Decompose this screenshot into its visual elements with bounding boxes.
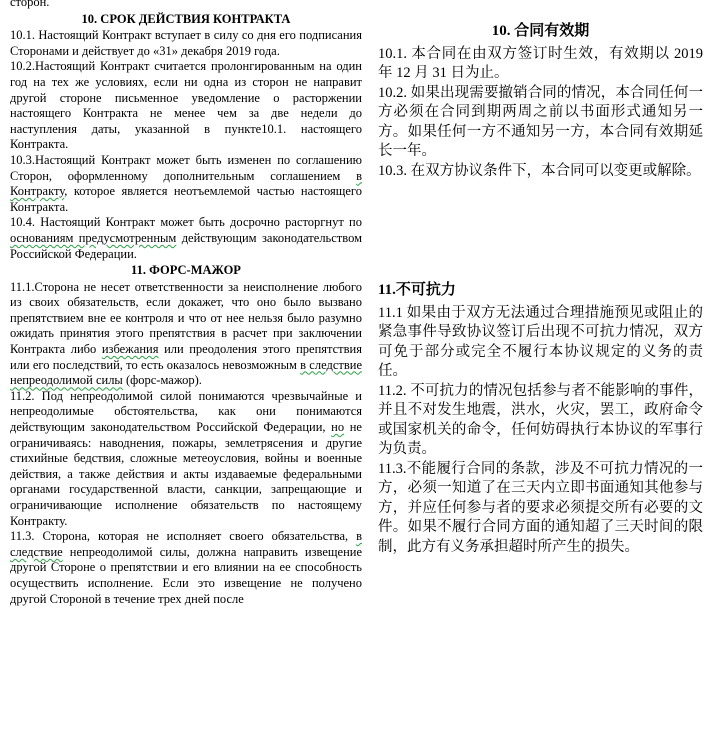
text-segment: 11.1 如果由于双方无法通过合理措施预见或阻止的紧急事件导致协议签订后出现不可抗力情况，双方可免于部分或完全不履行本协议规定的义务的责任。 [378,304,703,379]
grammar-flagged-text: избежания [101,342,159,357]
text-segment: 10. 合同有效期 [491,23,590,39]
text-segment: 11.3.不能履行合同的条款，涉及不可抗力情况的一方，必须一知道了在三天内立即书面通知其他参与方，并应任何参与者的要求必须提交所有必要的文件。如果不履行合同方面的通知超了三天时间的限制，此方有义务承担超时所产生的损失。 [378,460,703,555]
russian-column-content [10,12,362,608]
text-segment: непреодолимой силы, должна направить извещение другой Стороне о препятствии и его влиянии на ее способность осуществить исполнение. Если это извещение не получено другой Стороной в течение трех дней после [10,544,362,606]
grammar-flagged-text: в следствие [10,529,362,559]
text-segment: 10.4. Настоящий Контракт может быть досрочно расторгнут по [10,215,362,230]
grammar-flagged-text: в Контракту [10,168,362,199]
grammar-flagged-text: основаниям предусмотренным [10,230,177,245]
paragraph [10,59,362,153]
clipped-paragraph-fragment: сторон. [10,0,50,9]
text-segment: не ограничиваясь: наводнения, пожары, землетрясения и другие стихийные бедствия, сложные метеоусловия, войны и военные действия, а также действия и акты издаваемые федеральными органами государственной власти, санкции, запрещающие и ограничивающие исполнение обязательств по настоящему Контракту. [10,420,362,528]
paragraph [378,304,703,382]
paragraph [10,28,362,59]
grammar-flagged-text: в следствие непреодолимой силы [10,357,362,388]
text-segment: действующим законодательством Российской Федерации. [10,230,363,261]
section-heading [10,263,362,279]
section-heading [10,12,362,28]
chinese-section-10 [378,0,703,181]
chinese-column [378,0,703,607]
text-segment: 11.不可抗力 [378,282,456,298]
text-segment: 10.1. 本合同在由双方签订时生效，有效期以 2019 年 12 月 31 日为止。 [378,45,703,81]
text-segment: 10.3. 在双方协议条件下，本合同可以变更或解除。 [378,162,701,179]
paragraph [10,529,362,607]
paragraph [10,280,362,389]
paragraph [10,153,362,215]
text-segment: 11.2. Под непреодолимой силой понимаются чрезвычайные и непреодолимые обстоятельства, как они понимаются действующим законодательством Российской Федерации, [10,388,362,435]
text-segment: 11. ФОРС-МАЖОР [131,263,241,278]
text-segment: или преодоления этого препятствия или его последствий, то есть оказалось невозможным [10,342,362,372]
text-segment: 11.3. Сторона, которая не исполняет своего обязательства, [10,529,357,544]
text-segment: , которое является неотъемлемой частью настоящего Контракта. [10,184,362,214]
paragraph [378,162,703,182]
grammar-flagged-text: но [331,420,345,435]
text-segment: 11.1.Сторона не несет ответственности за неисполнение любого из своих обязательств, если докажет, что оно было вызвано препятствием вне ее контроля и что от нее нельзя было разумно ожидать принятия этого препятствия в расчет при заключении Контракта либо [10,279,362,357]
russian-column [10,0,362,607]
text-segment: 10. СРОК ДЕЙСТВИЯ КОНТРАКТА [81,11,291,26]
text-segment: 10.1. Настоящий Контракт вступает в силу со дня его подписания Сторонами и действует до «31» декабря 2019 года. [10,28,362,58]
section-heading [378,281,703,301]
paragraph [378,382,703,460]
paragraph [378,460,703,558]
paragraph [378,45,703,84]
chinese-section-11 [378,281,703,557]
paragraph [378,84,703,162]
section-heading [378,22,703,42]
text-segment: 10.2.Настоящий Контракт считается пролонгированным на один год на тех же условиях, если ни одна из сторон не направит другой стороне письменное уведомление о расторжении настоящего Контракта не менее чем за две недели до наступления даты, указанной в пункте10.1. настоящего Контракта. [10,59,362,152]
text-segment: 11.2. 不可抗力的情况包括参与者不能影响的事件，并且不对发生地震，洪水，火灾，罢工，政府命令或国家机关的命令，任何妨碍执行本协议的军事行为负责。 [378,382,703,457]
text-segment: 10.3.Настоящий Контракт может быть изменен по соглашению Сторон, оформленному дополнительным соглашением [10,152,362,183]
text-segment: (форс-мажор). [122,373,202,388]
text-segment: 10.2. 如果出现需要撤销合同的情况，本合同任何一方必须在合同到期两周之前以书面形式通知另一方。如果任何一方不通知另一方，本合同有效期延长一年。 [378,84,703,159]
paragraph [10,215,362,262]
paragraph [10,389,362,529]
